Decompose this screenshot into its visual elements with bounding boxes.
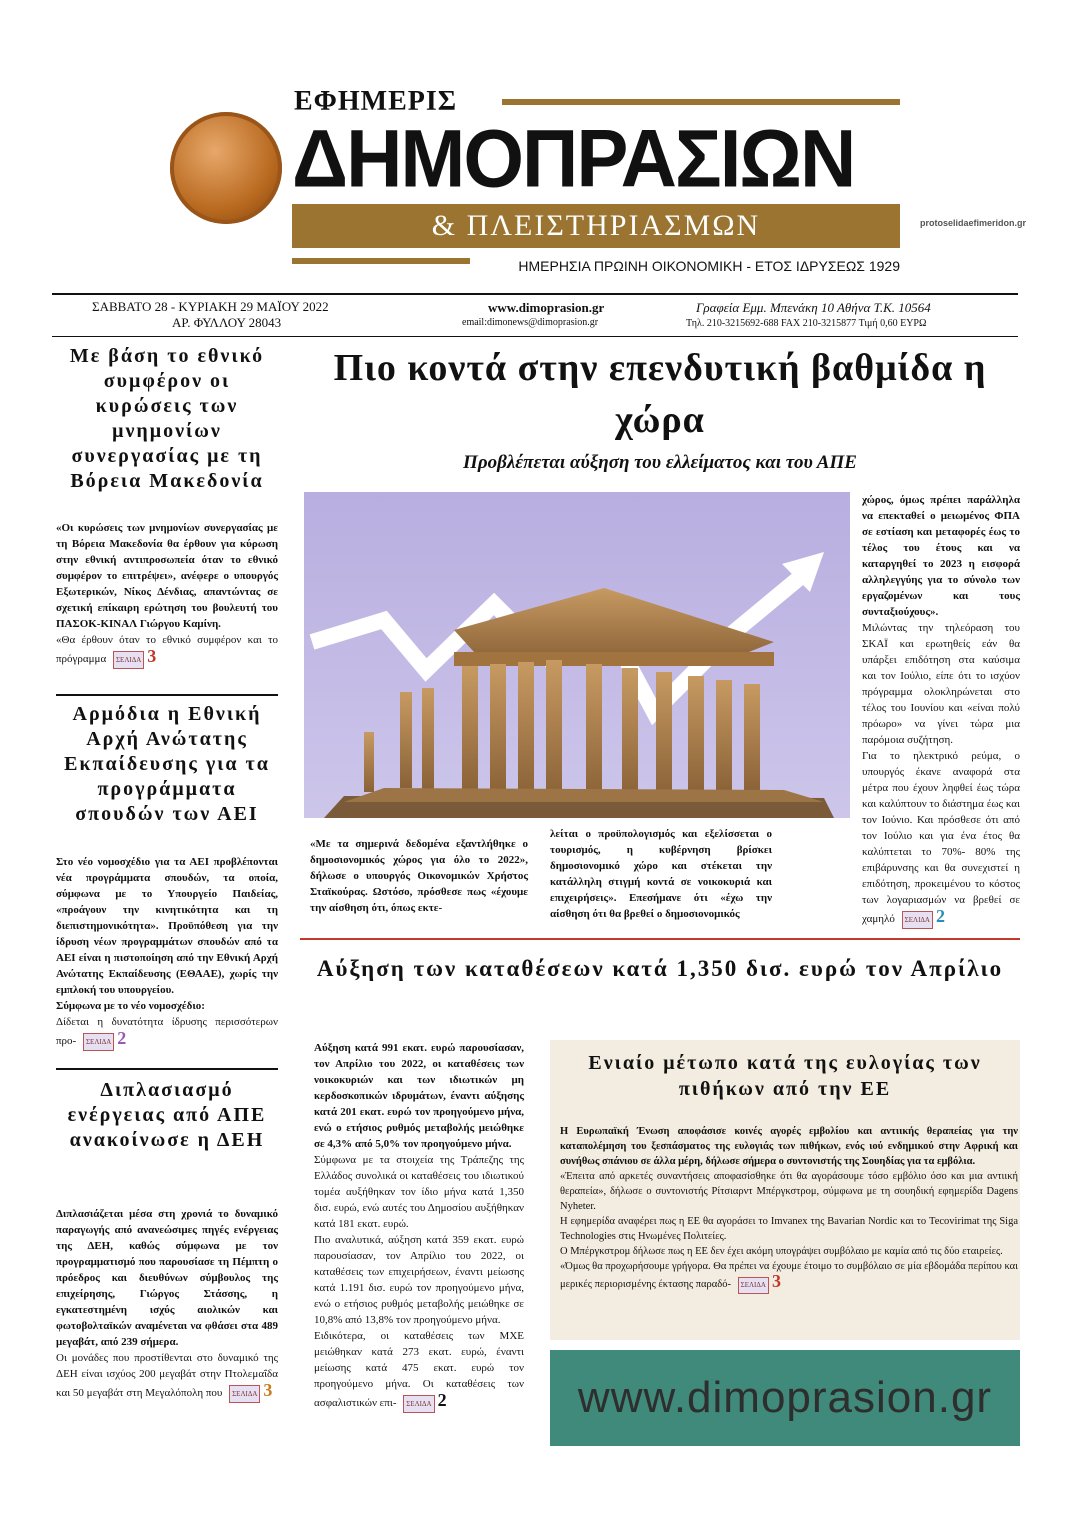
article-title[interactable]: Διπλασιασμό ενέργειας από ΑΠΕ ανακοίνωσε η ΔΕΗ [67,1079,267,1151]
article-lead: χώρος, όμως πρέπει παράλληλα να επεκταθεί ο μειωμένος ΦΠΑ σε εστίαση και μεταφορές έως το τέλος του έτους και να καταργηθεί το 2023 η εισφορά αλληλεγγύης για το σύνολο των εργαζομένων και τους συνταξιούχους». [862,494,1020,618]
masthead-title: ΔΗΜΟΠΡΑΣΙΩΝ [292,111,855,205]
vaccine-headline[interactable]: Ενιαίο μέτωπο κατά της ευλογίας των πιθήκων από την ΕΕ [588,1052,982,1100]
article-title[interactable]: Με βάση το εθνικό συμφέρον οι κυρώσεις των μνημονίων συνεργασίας με τη Βόρεια Μακεδονία [69,345,265,492]
main-column-1: «Με τα σημερινά δεδομένα εξαντλήθηκε ο δημοσιονομικός χώρος για όλο το 2022», δήλωσε ο υπουργός Οικονομικών Χρήστος Σταϊκούρας. Ωστόσο, πρόσθεσε πως «έχουμε την αίσθηση ότι, όπως εκτε- [310,838,528,914]
article-body: Ο Μπέργκστρομ δήλωσε πως η ΕΕ δεν έχει ακόμη υπογράψει συμβόλαιο με καμία από τις δύο εταιρείες. [560,1246,1003,1257]
deposits-text [314,1040,524,1413]
main-column-2: λείται ο προϋπολογισμός και εξελίσσεται ο τουρισμός, η κυβέρνηση βρίσκει δημοσιονομικό χώρο και στέκεται την κατάλληλη στιγμή κοντά σε νοικοκυριά και επιχειρήσεις». Επεσήμανε ότι «έχω την αίσθηση ότι θα βρεθεί ο δημοσιονομικός [550,828,772,920]
website-link[interactable]: www.dimoprasion.gr [488,300,605,315]
article-title[interactable]: Αρμόδια η Εθνική Αρχή Ανώτατης Εκπαίδευσης για τα προγράμματα σπουδών των ΑΕΙ [64,703,270,825]
masthead-efimeris: ΕΦΗΜΕΡΙΣ [294,86,458,117]
email-link[interactable]: email:dimonews@dimoprasion.gr [462,317,599,328]
page-ref-icon[interactable]: ΣΕΛΙΔΑ [113,651,144,669]
divider [300,938,1020,940]
ad-text[interactable]: www.dimoprasion.gr [577,1373,993,1422]
article-body: «Όμως θα προχωρήσουμε γρήγορα. Θα πρέπει να έχουμε έτοιμο το συμβόλαιο σε μία εβδομάδα περίπου και μερικές περιορισμένης έκτασης παραδό- [560,1261,1018,1290]
article-body: Για το ηλεκτρικό ρεύμα, ο υπουργός έκανε αναφορά στα μέτρα που έχουν ληφθεί έως τώρα και καλύπτουν το διάστημα έως και τον Ιούνιο. Και πρόσθεσε ότι από τον Ιούλιο και για ένα έτος θα καλύπτεται το 70%- 80% της επιβάρυνσης και θα συνεχιστεί η επιδότηση, προκειμένου το κόστος των λογαριασμών να βρεθεί σε χαμηλό [862,750,1020,925]
article-lead: Διπλασιάζεται μέσα στη χρονιά το δυναμικό παραγωγής από ανανεώσιμες πηγές ενέργειας της ΔΕΗ, καθώς σύμφωνα με τον προγραμματισμό που παρουσίασε τη Πέμπτη ο πρόεδρος και διευθύνων σύμβουλος της επιχείρησης, Γιώργος Στάσσης, η εγκατεστημένη ισχύς αιολικών και φωτοβολταϊκών αναμένεται να φθάσει στα 489 μεγαβάτ, από 239 σήμερα. [56,1208,278,1348]
issue-date: ΣΑΒΒΑΤΟ 28 - ΚΥΡΙΑΚΗ 29 ΜΑΪΟΥ 2022 [92,299,329,314]
page-ref-icon[interactable]: ΣΕΛΙΔΑ [83,1033,114,1051]
page-ref-icon[interactable]: ΣΕΛΙΔΑ [902,911,933,929]
article-body: Σύμφωνα με τα στοιχεία της Τράπεζης της Ελλάδος συνολικά οι καταθέσεις του ιδιωτικού τομέα αυξήθηκαν τον ίδιο μήνα κατά 1,350 δισ. ευρώ, ενώ αυτές του Δημοσίου αυξήθηκαν κατά 181 εκατ. ευρώ. [314,1154,524,1230]
website-ad-banner[interactable] [550,1350,1020,1446]
page-number[interactable]: 2 [437,1390,447,1410]
page-number[interactable]: 2 [117,1028,127,1048]
article-lead: «Οι κυρώσεις των μνημονίων συνεργασίας με τη Βόρεια Μακεδονία θα έρθουν για κύρωση στην εθνική αντιπροσωπεία όταν το εθνικό συμφέρον το επιτρέψει», ανέφερε ο υπουργός Εξωτερικών, Νίκος Δένδιας, απαντώντας σε σχετική επίκαιρη ερώτηση του βουλευτή του ΠΑΣΟΚ-ΚΙΝΑΛ Γιώργου Καμίνη. [56,522,278,630]
masthead-rule [502,99,900,105]
page-ref-icon[interactable]: ΣΕΛΙΔΑ [738,1277,769,1294]
article-text [56,520,278,669]
article-body: Πιο αναλυτικά, αύξηση κατά 359 εκατ. ευρώ παρουσίασαν, τον Απρίλιο του 2022, οι καταθέσεις των επιχειρήσεων, έναντι μείωσης κατά 1.191 δισ. ευρώ τον προηγούμενο μήνα, ενώ ο ετήσιος ρυθμός μεταβολής μειώθηκε σε 10,8% από 13,8% τον προηγούμενο μήνα. [314,1234,524,1326]
article-body: Μιλώντας την τηλεόραση του ΣΚΑΪ και ερωτηθείς εάν θα υπάρξει επιδότηση στα καύσιμα και τον Ιούλιο, είπε ότι το ισχύον πρόγραμμα ολοκληρώνεται στο τέλος του Ιουνίου και «είναι πολύ πρόωρο» να γίνει τώρα μια παρόμοια συζήτηση. [862,622,1020,746]
main-subheadline: Προβλέπεται αύξηση του ελλείματος και του ΑΠΕ [463,452,857,473]
article-body: Οι μονάδες που προστίθενται στο δυναμικό της ΔΕΗ είναι ισχύος 200 μεγαβάτ στην Πτολεμαΐδα και 50 μεγαβάτ στη Μεγαλόπολη που [56,1352,278,1399]
parthenon-photo [304,492,850,818]
page-ref-icon[interactable]: ΣΕΛΙΔΑ [403,1395,434,1413]
page-number[interactable]: 3 [147,646,157,666]
article-lead: Στο νέο νομοσχέδιο για τα ΑΕΙ προβλέπονται νέα προγράμματα σπουδών, τα οποία, σύμφωνα με το Υπουργείο Παιδείας, «προάγουν την κινητικότητα και τη διεπιστημονικότητα». Προϋπόθεση για την ίδρυση νέων προγραμμάτων σπουδών από τα ΑΕΙ είναι η πιστοποίηση από την Εθνική Αρχή Ανώτατης Εκπαίδευσης (ΕΘΑΑΕ), χωρίς την εμπλοκή του υπουργείου. [56,856,278,996]
article-text [56,1206,278,1403]
article-body: Δίδεται η δυνατότητα ίδρυσης περισσότερων προ- [56,1016,278,1047]
article-text [56,854,278,1051]
masthead-subtitle: & ΠΛΕΙΣΤΗΡΙΑΣΜΩΝ [292,204,900,248]
contact-info: Τηλ. 210-3215692-688 FAX 210-3215877 Τιμή 0,60 ΕΥΡΩ [686,318,927,329]
article-subhead: Σύμφωνα με το νέο νομοσχέδιο: [56,1000,205,1012]
page-number[interactable]: 3 [771,1271,781,1291]
main-headline[interactable]: Πιο κοντά στην επενδυτική βαθμίδα η χώρα [333,347,987,441]
masthead-rule-2 [292,258,470,264]
masthead-tagline: ΗΜΕΡΗΣΙΑ ΠΡΩΙΝΗ ΟΙΚΟΝΟΜΙΚΗ - ΕΤΟΣ ΙΔΡΥΣΕΩΣ 1929 [518,258,900,274]
vaccine-text [560,1124,1018,1294]
watermark: protoselidaefimeridon.gr [920,218,1027,228]
divider [52,293,1018,295]
page-number[interactable]: 2 [935,906,945,926]
article-body: Η εφημερίδα αναφέρει πως η ΕΕ θα αγοράσει το Imvanex της Bavarian Nordic και το Tecovirimat της Siga Technologies στις Ηνωμένες Πολιτείες. [560,1216,1018,1242]
coin-logo [170,112,282,224]
article-body: «Θα έρθουν όταν το εθνικό συμφέρον και το πρόγραμμα [56,634,278,665]
main-right-column [862,492,1020,929]
article-body: «Έπειτα από αρκετές συναντήσεις αποφασίσθηκε ότι θα αγοράσουμε τόσο εμβόλιο όσο και μια αντιική θεραπεία», δήλωσε ο συντονιστής Ρίτσιαρντ Μπέργκστρομ, σύμφωνα με τη σουηδική εφημερίδα Dagens Nyheter. [560,1171,1018,1212]
article-lead: Αύξηση κατά 991 εκατ. ευρώ παρουσίασαν, τον Απρίλιο του 2022, οι καταθέσεις των νοικοκυριών και των ιδιωτικών μη κερδοσκοπικών ιδρυμάτων, έναντι αύξησης κατά 201 εκατ. ευρώ τον προηγούμενο μήνα, ενώ ο ετήσιος ρυθμός μεταβολής μειώθηκε σε 4,3% από 5,0% τον προηγούμενο μήνα. [314,1042,524,1150]
page-ref-icon[interactable]: ΣΕΛΙΔΑ [229,1385,260,1403]
page-number[interactable]: 3 [263,1380,273,1400]
divider [56,694,278,696]
issue-number: ΑΡ. ΦΥΛΛΟΥ 28043 [172,315,282,330]
office-address: Γραφεία Εμμ. Μπενάκη 10 Αθήνα Τ.Κ. 10564 [696,300,931,315]
deposits-headline[interactable]: Αύξηση των καταθέσεων κατά 1,350 δισ. ευρώ τον Απρίλιο [316,956,1004,981]
divider [52,336,1018,337]
article-lead: Η Ευρωπαϊκή Ένωση αποφάσισε κοινές αγορές εμβολίου και αντιικής θεραπείας για την καταπολέμηση του ξεσπάσματος της ευλογιάς των πιθήκων, ενός ιού ενδημικού στην Αφρική και συνήθως σπάνιου σε άλλα μέρη, δήλωσε σήμερα ο συντονιστής της Σουηδίας για τα εμβόλια. [560,1126,1018,1167]
article-body: Ειδικότερα, οι καταθέσεις των ΜΧΕ μειώθηκαν κατά 273 εκατ. ευρώ, έναντι μείωσης κατά 475 εκατ. ευρώ τον προηγούμενο μήνα. Οι καταθέσεις των ασφαλιστικών επι- [314,1330,524,1409]
divider [56,1068,278,1070]
